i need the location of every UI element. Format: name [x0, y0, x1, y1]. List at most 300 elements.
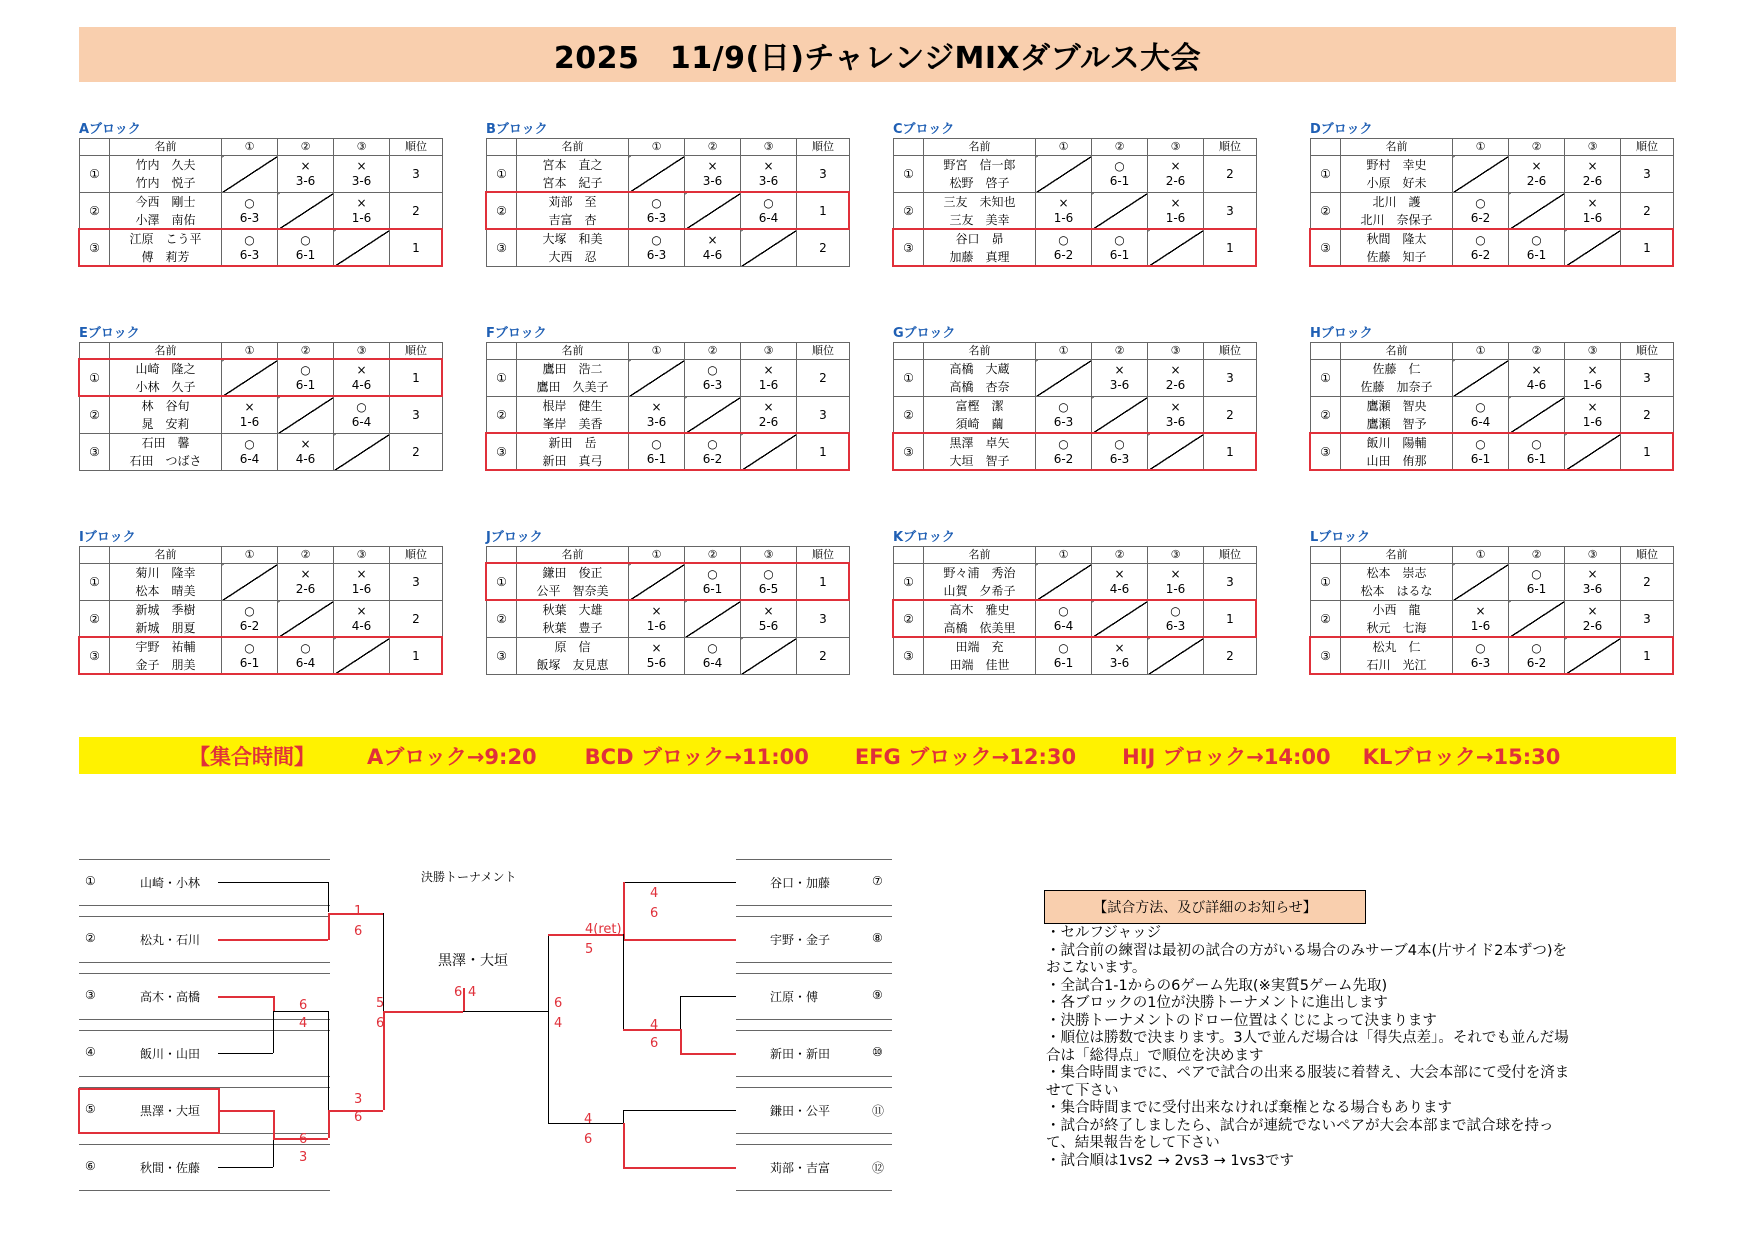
match-result: ○ 6-4 — [1453, 397, 1509, 434]
player-name: 傅 莉芳 — [110, 248, 222, 267]
player-name: 小澤 南佑 — [110, 211, 222, 230]
match-score: 6 — [454, 985, 463, 1000]
slot-top-line — [736, 859, 892, 860]
slot-bottom-line — [736, 962, 892, 963]
team-slot: 飯川・山田 — [140, 1047, 201, 1061]
player-name: 飯塚 友見恵 — [517, 656, 629, 675]
team-row — [1311, 564, 1674, 583]
match-score: 6 — [554, 996, 563, 1011]
header-cell: ① — [1453, 139, 1509, 156]
header-cell: ③ — [1565, 547, 1621, 564]
match-result: × 1-6 — [334, 193, 390, 230]
player-name: 菊川 隆幸 — [110, 564, 222, 583]
block-7 — [1310, 326, 1673, 471]
l2-line — [218, 939, 328, 941]
team-slot: 山崎・小林 — [140, 876, 201, 890]
slot-number: ② — [85, 931, 96, 945]
match-result: ○ 6-1 — [278, 360, 334, 397]
self-match-cell — [222, 564, 278, 601]
slot-bottom-line — [79, 1076, 330, 1077]
block-11 — [1310, 530, 1673, 675]
player-name: 富樫 潔 — [924, 397, 1036, 416]
player-name: 秋元 七海 — [1341, 619, 1453, 638]
block-name: Jブロック — [486, 530, 543, 545]
header-cell: ① — [1453, 343, 1509, 360]
header-cell: 名前 — [924, 547, 1036, 564]
player-name: 高橋 杏奈 — [924, 378, 1036, 397]
self-match-cell — [685, 397, 741, 434]
l3-v — [273, 996, 275, 1011]
match-result: ○ 6-4 — [741, 193, 797, 230]
self-match-cell — [629, 564, 685, 601]
lf-v — [463, 988, 465, 1011]
header-cell: ② — [278, 139, 334, 156]
team-number: ① — [1311, 564, 1341, 601]
team-number: ② — [894, 193, 924, 230]
self-match-cell — [685, 601, 741, 638]
notice-line: ・試合前の練習は最初の試合の方がいる場合のみサーブ4本(片サイド2本ずつ)をおこないます。 — [1046, 942, 1568, 976]
l6-v — [273, 1138, 274, 1167]
team-row — [894, 397, 1257, 416]
match-result: × 2-6 — [1148, 360, 1204, 397]
l56-v — [328, 1110, 330, 1138]
slot-number: ⑧ — [872, 931, 883, 945]
team-row — [1311, 434, 1674, 453]
player-name: 大塚 和美 — [517, 230, 629, 249]
block-3 — [1310, 122, 1673, 267]
match-result: × 2-6 — [741, 397, 797, 434]
match-result: × 3-6 — [1148, 397, 1204, 434]
l4-line — [218, 1053, 273, 1054]
block-name: Fブロック — [486, 326, 547, 341]
l5-line — [218, 1110, 273, 1112]
block-table — [79, 546, 443, 675]
match-result: × 3-6 — [741, 156, 797, 193]
rank-cell: 3 — [390, 156, 443, 193]
header-cell: 名前 — [517, 343, 629, 360]
notice-line: ・決勝トーナメントのドロー位置はくじによって決まります — [1046, 1012, 1437, 1029]
rank-cell: 3 — [1204, 193, 1257, 230]
rank-cell: 2 — [1621, 193, 1674, 230]
team-number: ① — [80, 156, 110, 193]
l2-v — [328, 913, 330, 940]
team-slot: 黒澤・大垣 — [140, 1104, 201, 1118]
rank-cell: 1 — [1204, 601, 1257, 638]
match-result: ○ 6-2 — [1509, 638, 1565, 675]
block-table — [1310, 342, 1674, 471]
match-result: × 4-6 — [334, 360, 390, 397]
header-cell: 順位 — [1204, 547, 1257, 564]
block-table — [79, 342, 443, 471]
header-cell: 名前 — [110, 547, 222, 564]
self-match-cell — [1092, 193, 1148, 230]
slot-number: ⑥ — [85, 1159, 96, 1173]
match-result: × 3-6 — [685, 156, 741, 193]
team-slot: 宇野・金子 — [770, 933, 831, 947]
self-match-cell — [278, 397, 334, 434]
header-cell: 順位 — [797, 139, 850, 156]
team-row — [894, 638, 1257, 657]
r11-v — [623, 1110, 624, 1123]
self-match-cell — [1148, 230, 1204, 267]
team-row — [487, 360, 850, 379]
team-row — [894, 564, 1257, 583]
header-cell: 順位 — [390, 547, 443, 564]
rsf-v — [623, 934, 624, 1029]
notice-line: ・各ブロックの1位が決勝トーナメントに進出します — [1046, 995, 1388, 1011]
player-name: 高橋 依美里 — [924, 619, 1036, 638]
notice-line: ・集合時間までに受付出来なければ棄権となる場合もあります — [1046, 1100, 1452, 1116]
header-blank — [894, 547, 924, 564]
header-cell: ② — [278, 547, 334, 564]
match-result: ○ 6-1 — [1036, 638, 1092, 675]
team-row — [1311, 360, 1674, 379]
player-name: 加藤 真理 — [924, 248, 1036, 267]
team-row — [80, 360, 443, 379]
team-row — [894, 230, 1257, 249]
header-cell: ③ — [1565, 343, 1621, 360]
match-result: × 4-6 — [1509, 360, 1565, 397]
match-result: × 1-6 — [1148, 564, 1204, 601]
rank-cell: 2 — [797, 638, 850, 675]
self-match-cell — [1036, 360, 1092, 397]
team-row — [80, 230, 443, 249]
match-result: ○ 6-4 — [685, 638, 741, 675]
slot-top-line — [79, 859, 330, 860]
gathering-bcd: BCD ブロック→11:00 — [584, 744, 809, 769]
player-name: 宮本 紀子 — [517, 174, 629, 193]
rank-cell: 3 — [797, 397, 850, 434]
r10-line — [680, 1053, 736, 1055]
match-result: ○ 6-4 — [278, 638, 334, 675]
match-result: × 4-6 — [1092, 564, 1148, 601]
header-cell: ① — [629, 139, 685, 156]
l1-line — [218, 882, 328, 883]
slot-top-line — [79, 916, 330, 917]
rank-cell: 2 — [390, 193, 443, 230]
match-result: × 3-6 — [278, 156, 334, 193]
block-name: Dブロック — [1310, 122, 1373, 137]
header-cell: 名前 — [517, 139, 629, 156]
match-result: ○ 6-4 — [334, 397, 390, 434]
slot-bottom-line — [736, 1190, 892, 1191]
team-row — [1311, 230, 1674, 249]
player-name: 北川 護 — [1341, 193, 1453, 212]
team-number: ① — [487, 360, 517, 397]
slot-bottom-line — [79, 1133, 330, 1134]
rank-cell: 1 — [1204, 230, 1257, 267]
player-name: 佐藤 知子 — [1341, 248, 1453, 267]
r12-v — [623, 1123, 625, 1167]
self-match-cell — [1453, 564, 1509, 601]
header-cell: ③ — [334, 343, 390, 360]
r10-v — [680, 1029, 682, 1053]
header-cell: 名前 — [517, 547, 629, 564]
team-number: ③ — [1311, 638, 1341, 675]
player-name: 秋間 隆太 — [1341, 230, 1453, 249]
team-row — [1311, 397, 1674, 416]
r9-line — [680, 996, 736, 997]
team-number: ③ — [487, 434, 517, 471]
match-result: ○ 6-3 — [629, 193, 685, 230]
slot-number: ⑤ — [85, 1102, 96, 1116]
rf-v1 — [548, 934, 549, 1011]
self-match-cell — [629, 360, 685, 397]
rank-cell: 2 — [390, 434, 443, 471]
header-cell: 名前 — [110, 139, 222, 156]
rank-cell: 1 — [390, 230, 443, 267]
page-title: 2025 11/9(日)チャレンジMIXダブルス大会 — [79, 27, 1676, 82]
header-cell: 名前 — [924, 343, 1036, 360]
team-number: ② — [80, 601, 110, 638]
slot-bottom-line — [736, 1076, 892, 1077]
slot-number: ⑪ — [872, 1104, 885, 1118]
header-blank — [487, 139, 517, 156]
team-number: ① — [894, 360, 924, 397]
match-result: × 1-6 — [1565, 193, 1621, 230]
self-match-cell — [334, 638, 390, 675]
notice-line: ・集合時間までに、ペアで試合の出来る服装に着替え、大会本部にて受付を済ませて下さい — [1046, 1065, 1570, 1099]
match-result: ○ 6-1 — [222, 638, 278, 675]
match-result: × 1-6 — [1036, 193, 1092, 230]
rank-cell: 3 — [797, 601, 850, 638]
header-cell: ③ — [1148, 547, 1204, 564]
team-row — [1311, 193, 1674, 212]
team-number: ② — [1311, 193, 1341, 230]
match-result: × 3-6 — [1565, 564, 1621, 601]
self-match-cell — [222, 360, 278, 397]
player-name: 原 信 — [517, 638, 629, 657]
rank-cell: 3 — [1204, 564, 1257, 601]
match-result: ○ 6-1 — [1509, 230, 1565, 267]
header-cell: ② — [685, 343, 741, 360]
block-table — [79, 138, 443, 267]
slot-bottom-line — [736, 1133, 892, 1134]
rank-cell: 3 — [390, 564, 443, 601]
rank-cell: 2 — [1621, 564, 1674, 601]
header-blank — [487, 547, 517, 564]
match-result: × 2-6 — [1148, 156, 1204, 193]
match-result: × 2-6 — [1565, 156, 1621, 193]
rank-cell: 1 — [390, 360, 443, 397]
match-result: ○ 6-3 — [1453, 638, 1509, 675]
header-cell: ② — [1509, 547, 1565, 564]
header-cell: ① — [1036, 547, 1092, 564]
match-result: ○ 6-2 — [1453, 230, 1509, 267]
self-match-cell — [629, 156, 685, 193]
team-row — [80, 434, 443, 453]
team-slot: 松丸・石川 — [140, 933, 201, 947]
gathering-time-bar — [79, 737, 1676, 774]
team-number: ③ — [894, 230, 924, 267]
player-name: 谷口 昴 — [924, 230, 1036, 249]
r9-v — [680, 996, 681, 1029]
header-cell: 順位 — [1621, 139, 1674, 156]
l34-v — [328, 1011, 329, 1110]
player-name: 野宮 信一郎 — [924, 156, 1036, 175]
player-name: 小林 久子 — [110, 378, 222, 397]
header-blank — [80, 139, 110, 156]
notice-line: ・全試合1-1からの6ゲーム先取(※実質5ゲーム先取) — [1046, 977, 1388, 994]
match-score: 6 — [299, 998, 308, 1013]
match-result: ○ 6-3 — [629, 230, 685, 267]
team-row — [80, 638, 443, 657]
block-name: Eブロック — [79, 326, 140, 341]
self-match-cell — [1453, 156, 1509, 193]
team-row — [487, 434, 850, 453]
notice-line: ・順位は勝数で決まります。3人で並んだ場合は「得失点差」。それでも並んだ場合は「総得点」で順位を決めます — [1046, 1030, 1569, 1064]
gathering-efg: EFG ブロック→12:30 — [854, 744, 1077, 769]
rank-cell: 2 — [390, 601, 443, 638]
team-number: ③ — [80, 434, 110, 471]
rank-cell: 2 — [797, 360, 850, 397]
rank-cell: 1 — [797, 193, 850, 230]
slot-top-line — [736, 1087, 892, 1088]
block-name: Iブロック — [79, 530, 136, 545]
self-match-cell — [334, 230, 390, 267]
team-number: ③ — [80, 230, 110, 267]
team-number: ② — [1311, 601, 1341, 638]
slot-number: ③ — [85, 988, 96, 1002]
header-blank — [1311, 343, 1341, 360]
rank-cell: 2 — [1204, 156, 1257, 193]
match-score: 3 — [299, 1150, 308, 1165]
r7-line — [623, 882, 736, 883]
player-name: 新田 真弓 — [517, 452, 629, 471]
player-name: 山賀 夕希子 — [924, 582, 1036, 601]
team-number: ① — [1311, 360, 1341, 397]
player-name: 松本 はるな — [1341, 582, 1453, 601]
self-match-cell — [1509, 193, 1565, 230]
match-result: ○ 6-4 — [222, 434, 278, 471]
player-name: 新城 朋夏 — [110, 619, 222, 638]
self-match-cell — [1092, 601, 1148, 638]
team-row — [487, 638, 850, 657]
header-cell: ① — [222, 547, 278, 564]
rank-cell: 2 — [1621, 397, 1674, 434]
team-number: ③ — [894, 434, 924, 471]
header-cell: ① — [1453, 547, 1509, 564]
team-row — [1311, 156, 1674, 175]
match-result: × 5-6 — [629, 638, 685, 675]
rank-cell: 1 — [797, 434, 850, 471]
header-cell: 順位 — [390, 139, 443, 156]
match-result: × 1-6 — [222, 397, 278, 434]
rank-cell: 1 — [797, 564, 850, 601]
block-name: Bブロック — [486, 122, 548, 137]
team-row — [487, 193, 850, 212]
player-name: 石田 馨 — [110, 434, 222, 453]
header-blank — [487, 343, 517, 360]
match-result: × 3-6 — [1092, 638, 1148, 675]
slot-number: ⑫ — [872, 1161, 885, 1175]
team-slot: 谷口・加藤 — [770, 876, 831, 890]
rank-cell: 3 — [797, 156, 850, 193]
block-table — [893, 138, 1257, 267]
team-number: ① — [487, 564, 517, 601]
block-0 — [79, 122, 442, 267]
header-cell: ② — [1092, 547, 1148, 564]
match-score: 4(ret) — [585, 922, 622, 937]
match-result: × 1-6 — [1565, 397, 1621, 434]
match-result: ○ 6-1 — [629, 434, 685, 471]
header-blank — [894, 139, 924, 156]
slot-number: ④ — [85, 1045, 96, 1059]
player-name: 山崎 隆之 — [110, 360, 222, 379]
header-cell: 名前 — [1341, 547, 1453, 564]
team-row — [80, 601, 443, 620]
block-name: Cブロック — [893, 122, 955, 137]
rank-cell: 3 — [1621, 601, 1674, 638]
header-cell: 順位 — [797, 547, 850, 564]
block-table — [486, 342, 850, 471]
l4-v — [273, 1011, 274, 1053]
match-result: ○ 6-1 — [685, 564, 741, 601]
block-name: Hブロック — [1310, 326, 1373, 341]
notice-header: 【試合方法、及び詳細のお知らせ】 — [1044, 890, 1366, 924]
self-match-cell — [685, 193, 741, 230]
slot-number: ① — [85, 874, 96, 888]
block-4 — [79, 326, 442, 471]
header-cell: ① — [629, 547, 685, 564]
match-result: × 1-6 — [1148, 193, 1204, 230]
header-cell: ② — [685, 139, 741, 156]
team-number: ① — [80, 360, 110, 397]
match-result: × 3-6 — [629, 397, 685, 434]
header-cell: ③ — [741, 547, 797, 564]
header-cell: ② — [1509, 343, 1565, 360]
r8-line — [623, 939, 736, 941]
match-result: ○ 6-2 — [1036, 230, 1092, 267]
l5-v — [273, 1110, 275, 1138]
r12-line — [623, 1167, 736, 1169]
notice-line: ・試合順は1vs2 → 2vs3 → 1vs3です — [1046, 1152, 1294, 1169]
block-name: Kブロック — [893, 530, 955, 545]
team-number: ② — [894, 397, 924, 434]
slot-top-line — [736, 973, 892, 974]
team-row — [80, 156, 443, 175]
self-match-cell — [1509, 601, 1565, 638]
team-slot: 秋間・佐藤 — [140, 1161, 201, 1175]
team-slot: 苅部・吉富 — [770, 1161, 831, 1175]
rank-cell: 1 — [1621, 230, 1674, 267]
notice-line: ・試合が終了しましたら、試合が連続でないペアが大会本部まで試合球を持って、結果報告をして下さい — [1046, 1117, 1554, 1151]
match-result: × 1-6 — [629, 601, 685, 638]
player-name: 黒澤 卓矢 — [924, 434, 1036, 453]
player-name: 三友 美幸 — [924, 211, 1036, 230]
match-result: × 5-6 — [741, 601, 797, 638]
team-number: ③ — [487, 638, 517, 675]
match-score: 6 — [299, 1132, 308, 1147]
player-name: 三友 未知也 — [924, 193, 1036, 212]
header-cell: ② — [1509, 139, 1565, 156]
block-table — [486, 138, 850, 267]
self-match-cell — [741, 638, 797, 675]
self-match-cell — [1036, 564, 1092, 601]
team-row — [487, 601, 850, 620]
team-row — [487, 230, 850, 249]
team-number: ② — [487, 397, 517, 434]
match-result: ○ 6-2 — [685, 434, 741, 471]
player-name: 新田 岳 — [517, 434, 629, 453]
header-cell: ② — [1092, 139, 1148, 156]
player-name: 宮本 直之 — [517, 156, 629, 175]
player-name: 新城 季樹 — [110, 601, 222, 620]
team-number: ① — [80, 564, 110, 601]
header-cell: 名前 — [110, 343, 222, 360]
player-name: 野々浦 秀治 — [924, 564, 1036, 583]
player-name: 松野 啓子 — [924, 174, 1036, 193]
